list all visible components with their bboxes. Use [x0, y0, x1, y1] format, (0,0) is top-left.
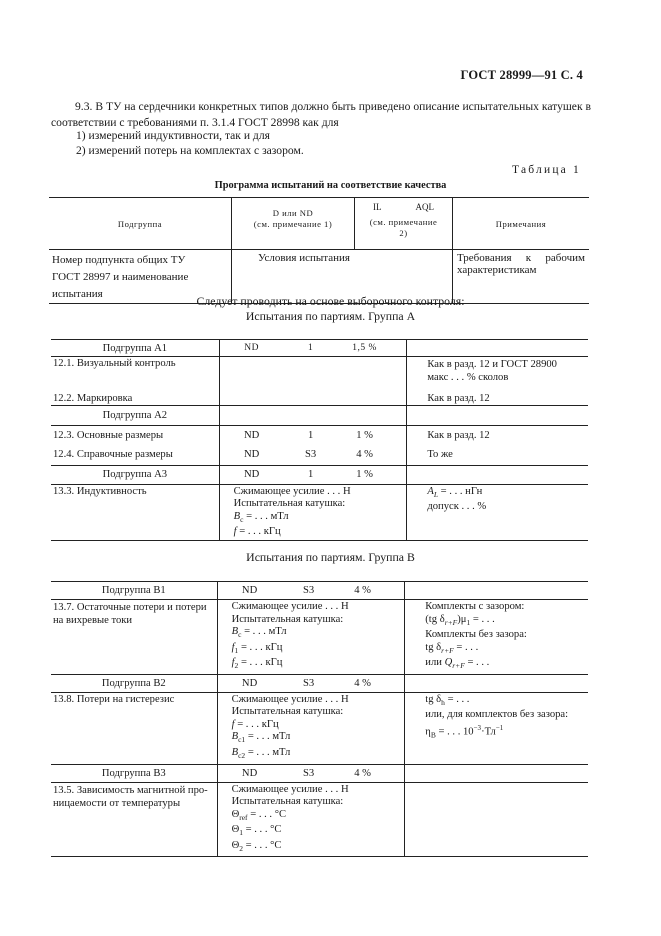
- r138-c1: Сжимающее усилие . . . Н: [231, 693, 349, 705]
- b2-il: S3: [302, 677, 315, 689]
- note-12-2: Как в разд. 12: [427, 392, 490, 404]
- section-group-a: Испытания по партиям. Группа А: [245, 309, 416, 323]
- b3-d: ND: [241, 767, 258, 779]
- a3-il: 1: [307, 469, 314, 480]
- row-13-5-b: ницаемости от температуры: [53, 797, 181, 809]
- r133-n1: = . . . нГн: [440, 485, 483, 497]
- r137-n2: = . . .: [472, 613, 495, 625]
- a1-aql: 1,5 %: [352, 343, 377, 353]
- r137-c2: Испытательная катушка:: [231, 613, 344, 625]
- b1-aql: 4 %: [354, 585, 371, 596]
- row-13-8: 13.8. Потери на гистерезис: [53, 693, 175, 705]
- r137-c4: = . . . кГц: [240, 641, 283, 653]
- r135-c5: = . . . °С: [245, 839, 282, 851]
- row-conditions: Условия испытания: [258, 252, 350, 264]
- group-a-table: Подгруппа А1 ND 1 1,5 % 12.1. Визуальный контроль Как в разд. 12 и ГОСТ 28900 макс . . . % сколов 12.2. Маркировка Как в разд. 12 Подгруппа А2 12.3. Основные размеры ND 1 1 % Как в разд. 12 12.4. Справочные размеры ND S3 4 % То же Подгруппа А3 ND 1 1 % 13.3. Индуктивность Сжимающее усилие . . . Н Испытательная катушка: $B_c$ = . . . мТл f = . . . кГц $A_L$ = . . . нГн допуск . . . %: [51, 339, 588, 541]
- note-12-1-a: Как в разд. 12 и ГОСТ 28900: [427, 359, 557, 370]
- row-13-5-a: 13.5. Зависимость магнитной про-: [53, 784, 208, 796]
- note-12-4: То же: [427, 449, 453, 461]
- row-12-4: 12.4. Справочные размеры: [53, 449, 173, 461]
- r137-c1: Сжимающее усилие . . . Н: [231, 601, 349, 612]
- subgroup-a1: Подгруппа А1: [102, 342, 168, 354]
- head-dnd: D или ND: [272, 208, 314, 218]
- r138-n3: = . . . 10: [438, 726, 474, 738]
- intro-paragraph: 9.3. В ТУ на сердечники конкретных типов должно быть приведено описание испытательных катушек в соответствии с требованиями п. 3.1.4 ГОСТ 28998 как для: [51, 100, 591, 129]
- r137-n1: Комплекты с зазором:: [425, 601, 525, 612]
- head-subgroup: Подгруппа: [117, 218, 163, 229]
- r123-d: ND: [243, 429, 260, 441]
- r135-c3: = . . . °С: [250, 808, 287, 820]
- intro-item-2: 2) измерений потерь на комплектах с зазором.: [76, 144, 304, 157]
- note-12-3: Как в разд. 12: [427, 429, 490, 441]
- table1-header: [49, 197, 589, 304]
- a3-d: ND: [243, 469, 260, 480]
- section-sampling: Следует проводить на основе выборочного контроля:: [196, 294, 465, 308]
- table-title: Программа испытаний на соответствие качества: [214, 180, 447, 191]
- row-12-1: 12.1. Визуальный контроль: [53, 358, 176, 369]
- head-dnd-note: (см. примечание 1): [253, 219, 333, 229]
- subgroup-a2: Подгруппа А2: [102, 409, 168, 421]
- subgroup-b3: Подгруппа В3: [101, 767, 166, 779]
- r133-n2: допуск . . . %: [427, 501, 487, 513]
- b2-d: ND: [241, 677, 258, 689]
- r135-c4: = . . . °С: [245, 824, 282, 836]
- r137-n5: = . . .: [467, 657, 490, 669]
- r138-c3: = . . . кГц: [237, 718, 279, 730]
- page-header: ГОСТ 28999—91 С. 4: [460, 68, 583, 82]
- row-12-2: 12.2. Маркировка: [53, 392, 133, 404]
- r135-c2: Испытательная катушка:: [231, 796, 344, 808]
- r138-c2: Испытательная катушка:: [231, 706, 344, 718]
- subgroup-b2: Подгруппа В2: [101, 677, 166, 689]
- r123-il: 1: [307, 429, 314, 441]
- r124-aql: 4 %: [356, 449, 373, 461]
- r133-c2: Испытательная катушка:: [233, 498, 346, 509]
- r137-c5: = . . . кГц: [240, 657, 283, 669]
- r133-c1: Сжимающее усилие . . . Н: [233, 485, 351, 497]
- r138-n1: = . . .: [447, 693, 470, 705]
- r123-aql: 1 %: [356, 429, 373, 441]
- b1-d: ND: [241, 585, 258, 596]
- head-il: IL: [373, 202, 382, 212]
- row-12-3: 12.3. Основные размеры: [53, 429, 164, 441]
- r133-c4: = . . . кГц: [239, 526, 281, 538]
- r137-n3: Комплекты без зазора:: [425, 629, 527, 641]
- b3-il: S3: [302, 767, 315, 779]
- group-b-table: Подгруппа В1 ND S3 4 % 13.7. Остаточные потери и потери на вихревые токи Сжимающее усилие . . . Н Испытательная катушка: $B_c$ = . . . мТл $f_1$ = . . . кГц $f_2$ = . . . кГц Комплекты с зазором: (tg $\delta_{r+F})\mu_1$ = . . . Комплекты без зазора: tg $\delta_{r+F}$ = . . . или $Q_{r+F}$ = . . . Подгруппа В2 ND S3 4 % 13.8. Потери на гистерезис Сжимающее усилие . . . Н Испытательная катушка: f = . . . кГц $B_{c1}$ = . . . мТл $B_{c2}$ = . . . мТл tg $\delta_h$ = . . . или, для комплектов без зазора: $\eta_B$ = . . . $10^{-3}\cdot Тл^{-1}$ Подгруппа В3 ND S3 4 % 13.5. Зависимость магнитной про- ницаемости от температуры Сжимающее усилие . . . Н Испытательная катушка: $\Theta_{ref}$ = . . . °С $\Theta_1$ = . . . °С $\Theta_2$ = . . . °С: [51, 581, 588, 857]
- r135-c1: Сжимающее усилие . . . Н: [231, 783, 349, 795]
- r137-c3: = . . . мТл: [244, 626, 287, 637]
- a1-d: ND: [244, 343, 259, 353]
- a3-aql: 1 %: [356, 469, 373, 480]
- subgroup-a3: Подгруппа А3: [102, 469, 168, 480]
- r138-c5: = . . . мТл: [247, 746, 291, 758]
- head-aql: AQL: [415, 202, 434, 212]
- table-number: Таблица 1: [512, 164, 581, 176]
- section-group-b: Испытания по партиям. Группа В: [246, 550, 415, 564]
- b2-aql: 4 %: [354, 677, 371, 689]
- r137-n4: = . . .: [456, 641, 479, 653]
- b1-il: S3: [302, 585, 315, 596]
- a1-il: 1: [307, 343, 314, 353]
- intro-item-1: 1) измерений индуктивности, так и для: [76, 129, 270, 142]
- r138-c4: = . . . мТл: [247, 731, 291, 743]
- head-notes: Примечания: [495, 218, 547, 229]
- r124-d: ND: [243, 449, 260, 461]
- r124-il: S3: [304, 449, 317, 461]
- head-ilaql-note2: 2): [399, 228, 408, 238]
- row-subgroup-1: Номер подпункта общих ТУ: [52, 254, 186, 266]
- row-subgroup-2: ГОСТ 28997 и наименование испытания: [52, 271, 189, 300]
- note-12-1-b: макс . . . % сколов: [427, 372, 509, 383]
- row-13-3: 13.3. Индуктивность: [53, 485, 147, 497]
- row-13-7-a: 13.7. Остаточные потери и потери: [53, 602, 207, 613]
- r133-c3: = . . . мТл: [246, 510, 289, 522]
- subgroup-b1: Подгруппа В1: [101, 585, 166, 596]
- b3-aql: 4 %: [354, 767, 371, 779]
- row-13-7-b: на вихревые токи: [53, 615, 133, 626]
- head-ilaql-note: (см. примечание: [369, 217, 438, 227]
- row-notes: Требования к рабочим характеристикам: [457, 252, 585, 276]
- r138-n2: или, для комплектов без зазора:: [425, 709, 569, 721]
